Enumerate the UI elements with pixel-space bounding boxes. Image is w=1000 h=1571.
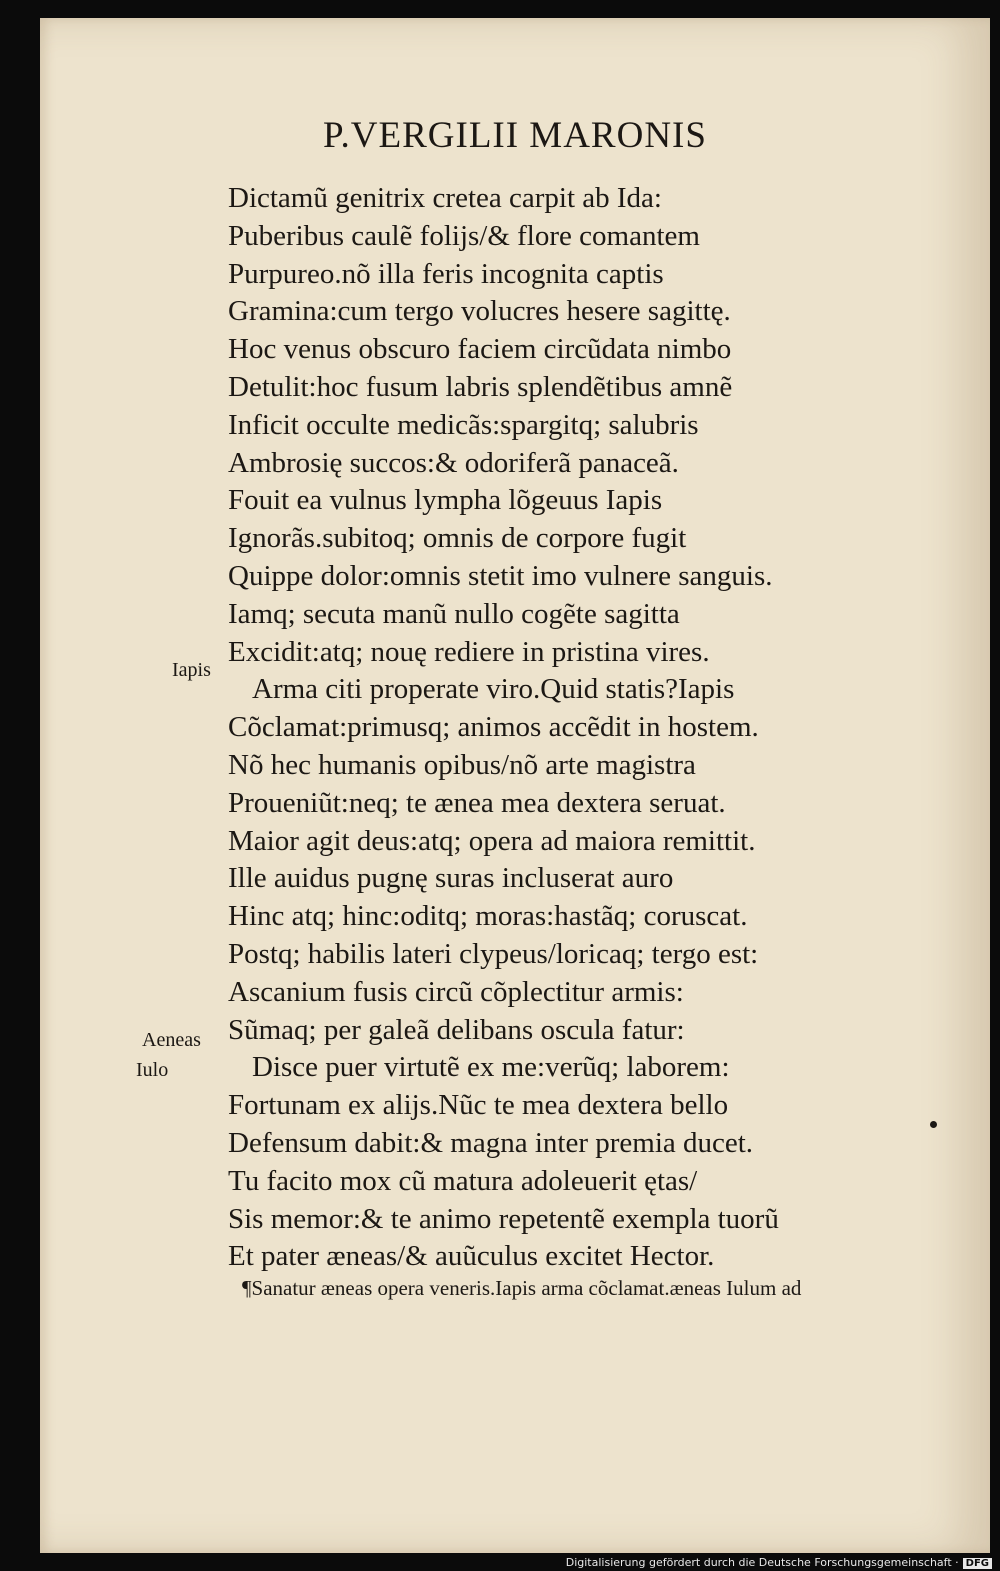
verse-line: Maior agit deus:atq; opera ad maiora remittit. xyxy=(228,824,756,857)
verse-line: Gramina:cum tergo volucres hesere sagittę. xyxy=(228,295,731,328)
verse-line: Quippe dolor:omnis stetit imo vulnere sanguis. xyxy=(228,559,773,592)
verse-line: Fouit ea vulnus lympha lõgeuus Iapis xyxy=(228,484,663,517)
verse-line: Disce puer virtutẽ ex me:verũq; laborem: xyxy=(252,1051,730,1084)
verse-line: Postq; habilis lateri clypeus/loricaq; tergo est: xyxy=(228,937,759,970)
verse-line: Nõ hec humanis opibus/nõ arte magistra xyxy=(228,748,696,781)
verse-line: Dictamũ genitrix cretea carpit ab Ida: xyxy=(228,182,662,214)
margin-note-iulo: Iulo xyxy=(136,1059,169,1081)
verse-line: Detulit:hoc fusum labris splendẽtibus amnẽ xyxy=(228,370,733,403)
page-title: P.VERGILII MARONIS xyxy=(323,115,707,156)
verse-line: Inficit occulte medicãs:spargitq; salubris xyxy=(228,408,699,441)
verse-line: Ascanium fusis circũ cõplectitur armis: xyxy=(228,975,684,1008)
verse-line: Cõclamat:primusq; animos accẽdit in hostem. xyxy=(228,711,759,744)
verse-text xyxy=(228,180,779,1276)
verse-line: Hoc venus obscuro faciem circũdata nimbo xyxy=(228,333,732,366)
margin-note-lapis: Iapis xyxy=(172,659,211,681)
verse-line: Ambrosię succos:& odoriferã panaceã. xyxy=(228,446,679,479)
verse-line: Hinc atq; hinc:oditq; moras:hastãq; coruscat. xyxy=(228,900,748,933)
verse-line: Et pater æneas/& auũculus excitet Hector. xyxy=(228,1240,715,1273)
verse-line: Ille auidus pugnę suras incluserat auro xyxy=(228,862,674,895)
verse-line: Purpureo.nõ illa feris incognita captis xyxy=(228,257,664,290)
verse-line: Puberibus caulẽ folijs/& flore comantem xyxy=(228,219,700,252)
dfg-logo: DFG xyxy=(963,1558,992,1569)
verse-line: Defensum dabit:& magna inter premia ducet. xyxy=(228,1126,754,1159)
verse-line: Proueniũt:neq; te ænea mea dextera seruat. xyxy=(228,786,726,819)
verse-line: Arma citi properate viro.Quid statis?Iapis xyxy=(252,673,735,706)
verse-line: Ignorãs.subitoq; omnis de corpore fugit xyxy=(228,522,687,555)
margin-note-aeneas: Aeneas xyxy=(142,1029,201,1051)
verse-line: Excidit:atq; nouę rediere in pristina vires. xyxy=(228,635,710,668)
verse-line: Tu facito mox cũ matura adoleuerit ętas/ xyxy=(228,1164,698,1197)
ink-dot xyxy=(930,1121,937,1128)
verse-line: Iamq; secuta manũ nullo cogẽte sagitta xyxy=(228,597,680,630)
book-page xyxy=(40,18,990,1553)
verse-line: Sũmaq; per galeã delibans oscula fatur: xyxy=(228,1013,685,1046)
verse-line: Sis memor:& te animo repetentẽ exempla tuorũ xyxy=(228,1202,779,1235)
credit-text: Digitalisierung gefördert durch die Deutsche Forschungsgemeinschaft · xyxy=(565,1556,959,1569)
summary-note: ¶Sanatur æneas opera veneris.Iapis arma cõclamat.æneas Iulum ad xyxy=(242,1276,802,1300)
verse-line: Fortunam ex alijs.Nũc te mea dextera bello xyxy=(228,1089,729,1122)
digitization-credit xyxy=(566,1556,992,1569)
